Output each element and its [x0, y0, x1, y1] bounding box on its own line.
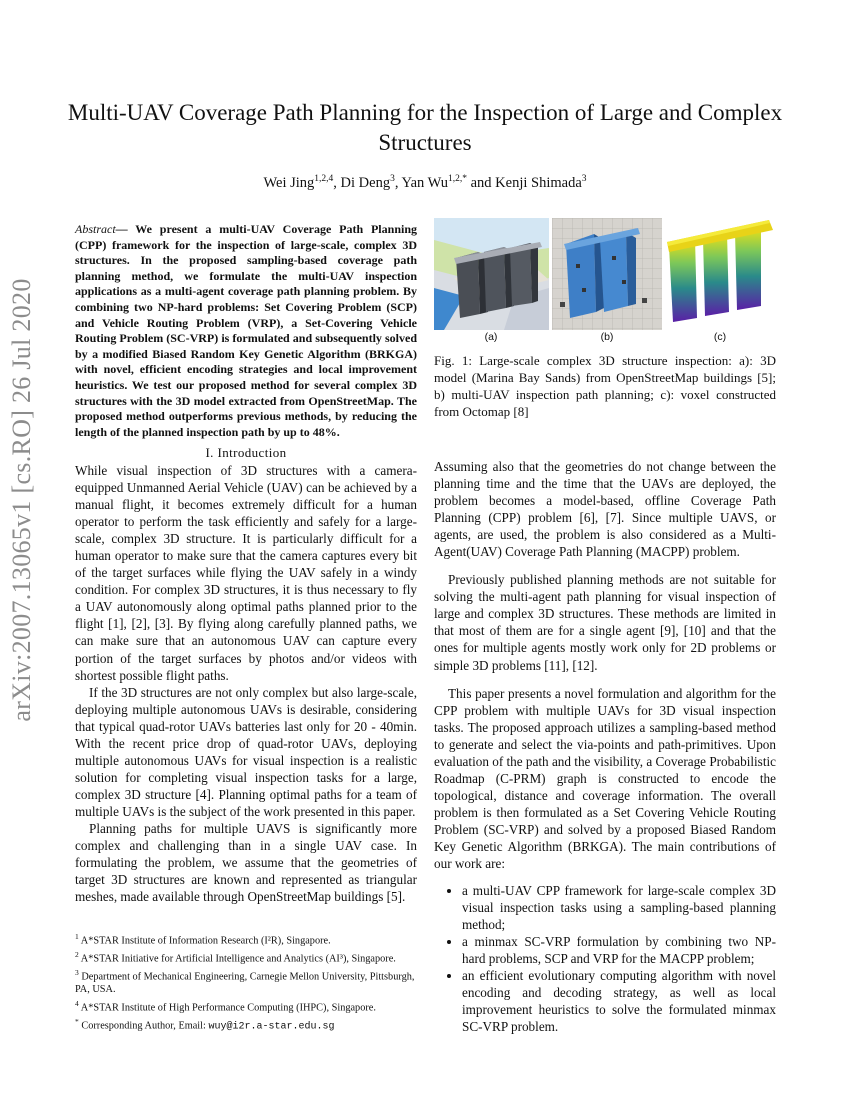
paragraph: Previously published planning methods are not suitable for solving the multi-agent path planning for visual inspection of large and complex 3D structures. These methods are limited in that most of them are for a single agent [9], [10] and that the ones for multiple agents mostly work only for 2D problems or simple 3D problems [11], [12].: [434, 572, 776, 673]
author-line: [60, 174, 790, 192]
email-link[interactable]: wuy@i2r.a-star.edu.sg: [208, 1021, 335, 1033]
panel-label-a: (a): [484, 331, 498, 343]
abstract-text: — We present a multi-UAV Coverage Path Planning (CPP) framework for the inspection of large-scale, complex 3D structures. In the proposed sampling-based coverage path planning method, we formulate the multi-UAV inspection applications as a multi-agent coverage path planning problem. By combining two NP-hard problems: Set Covering Problem (SCP) and Vehicle Routing Problem (VRP), a Set-Covering Vehicle Routing Problem (SC-VRP) is formulated and subsequently solved by a modified Biased Random Key Genetic Algorithm (BRKGA) with novel, efficient encoding strategies and local improvement heuristics. We test our proposed method for several complex 3D structures with the 3D model extracted from OpenStreetMap. The proposed method outperforms previous methods, by reducing the length of the planned inspection path by up to 48%.: [75, 222, 417, 439]
paragraph: Planning paths for multiple UAVS is significantly more complex and challenging than in a single UAV case. In formulating the problem, we assume that the geometries of target 3D structures are known and represented as triangular meshes, made available through OpenStreetMap buildings [5].: [75, 820, 417, 905]
figure-1: [434, 218, 776, 348]
footnote: $^4$ A*STAR Institute of High Performance Computing (IHPC), Singapore.: [75, 998, 376, 1014]
author: Di Deng$^3$,: [340, 174, 402, 191]
panel-label-b: (b): [600, 331, 614, 343]
author: Yan $Wu^{1,2,*}$ and: [401, 174, 496, 191]
footnote: $^3$ Department of Mechanical Engineering, Carnegie Mellon University, Pittsburgh, PA, USA.: [75, 967, 415, 996]
figure-caption: Fig. 1: Large-scale complex 3D structure inspection: a): 3D model (Marina Bay Sands) from OpenStreetMap buildings [5]; b) multi-UAV inspection path planning; c): voxel constructed from Octomap [8]: [434, 353, 776, 419]
intro-right-column: [434, 458, 776, 1036]
contribution-item: • a minmax SC-VRP formulation by combining two NP-hard problems, SCP and VRP for the MACPP problem;: [462, 933, 776, 967]
section-heading: I. Introduction: [205, 445, 287, 460]
author: Kenji Shimada$^3$: [495, 174, 587, 191]
intro-left-column: [75, 462, 417, 905]
figure-panel-a-image: [434, 218, 549, 330]
paragraph: While visual inspection of 3D structures with a camera-equipped Unmanned Aerial Vehicle (UAV) can be achieved by a manual flight, it becomes extremely difficult for a human operator to perform the task efficiently and safely for a large-scale, complex 3D structure. It is particularly difficult for a human operator to make sure that the camera captures every bit of the target surfaces while flying the UAV safely in a windy condition. For complex 3D structures, it is thus necessary to fly a UAV autonomously along optimal paths planned prior to the flight [1], [2], [3]. By flying along carefully planned paths, we can make sure that an autonomous UAV can capture every portion of the target surfaces by photos and/or videos with shortest possible flight paths.: [75, 463, 417, 683]
figure-panel-b-image: [552, 218, 662, 330]
abstract: [75, 222, 417, 440]
contribution-item: • an efficient evolutionary computing algorithm with novel encoding and decoding strategy, as well as local improvement heuristics to solve the formulated minmax SC-VRP problem.: [462, 967, 776, 1035]
footnote: $^2$ A*STAR Initiative for Artificial Intelligence and Analytics (AI³), Singapore.: [75, 949, 396, 965]
contribution-item: • a multi-UAV CPP framework for large-scale complex 3D visual inspection tasks using a sampling-based planning method;: [462, 882, 776, 933]
abstract-lead: Abstract: [75, 222, 116, 236]
contributions-list: [434, 882, 776, 1035]
paper-title: Multi-UAV Coverage Path Planning for the Inspection of Large and Complex Structures: [67, 100, 783, 155]
paragraph: If the 3D structures are not only complex but also large-scale, deploying multiple autonomous UAVs is desirable, considering that typical quad-rotor UAVs batteries last only for 20 - 40min. With the recent price drop of quad-rotor UAVs, deploying multiple autonomous UAVs for visual inspection is a realistic solution for completing visual inspection tasks for a large, complex 3D structure [4]. Planning optimal paths for a team of multiple UAVs is the subject of the work presented in this paper.: [75, 684, 417, 819]
paragraph: Assuming also that the geometries do not change between the planning time and the time that the UAVs are deployed, the problem becomes a model-based, offline Coverage Path Planning (CPP) problem [6], [7]. Since multiple UAVS, or agents, are used, the problem is also considered as a Multi-Agent(UAV) Coverage Path Planning (MACPP) problem.: [434, 459, 776, 560]
paragraph: This paper presents a novel formulation and algorithm for the CPP problem with multiple UAVs for 3D visual inspection tasks. The proposed approach utilizes a sampling-based method to generate and select the via-points and path-primitives. Upon evaluation of the path and the visibility, a Coverage Probabilistic Roadmap (C-PRM) graph is constructed to encode the topological, distance and coverage information. The overall problem is then formulated as a Set Covering Vehicle Routing Problem (SC-VRP) and solved by a proposed Biased Random Key Genetic Algorithm (BRKGA). The main contributions of our work are:: [434, 685, 776, 872]
panel-label-c: (c): [713, 331, 727, 343]
figure-panel-c-image: [665, 218, 776, 330]
footnote: $^1$ A*STAR Institute of Information Research (I²R), Singapore.: [75, 932, 331, 947]
footnotes: [75, 930, 417, 1034]
arxiv-stamp: arXiv:2007.13065v1 [cs.RO] 26 Jul 2020: [7, 278, 36, 722]
author: Wei Jing$^{1,2,4}$,: [263, 174, 341, 191]
footnote: * Corresponding Author, Email: wuy@i2r.a-star.edu.sg: [75, 1016, 335, 1033]
